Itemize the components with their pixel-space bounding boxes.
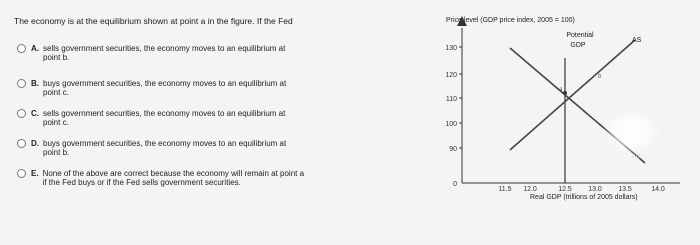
x-tick-label: 13.5 [618,186,632,193]
option-letter: D. [31,139,39,148]
option-text: None of the above are correct because the economy will remain at point a if the Fed buys or if the Fed sells government securities. [42,169,305,187]
option-letter: C. [31,109,39,118]
y-tick-label: 100 [445,121,457,128]
potential-gdp-label: Potential [566,32,594,39]
point-a-label: a [559,87,563,93]
x-tick-label: 11.5 [498,186,512,193]
y-tick-label: 90 [449,146,457,153]
y-axis-title: Price level (GDP price index, 2005 = 100) [446,17,575,24]
x-tick-label: 12.5 [558,186,572,193]
y-tick-label: 130 [445,45,457,52]
option-text: sells government securities, the economy moves to an equilibrium at point b. [43,44,286,62]
point-b-label: b [598,74,602,80]
y-tick-label: 110 [445,96,457,103]
x-tick-label: 14.0 [651,186,665,193]
option-text: buys government securities, the economy moves to an equilibrium at point c. [43,79,287,97]
as-label: AS [632,37,642,44]
option-text: sells government securities, the economy moves to an equilibrium at point c. [43,109,286,127]
option-letter: E. [31,169,39,178]
screen-glare [602,108,662,156]
y-tick-label: 120 [445,72,457,79]
option-letter: A. [31,44,39,53]
x-tick-label: 13.0 [588,186,602,193]
question-text: The economy is at the equilibrium shown at point a in the figure. If the Fed [14,16,293,26]
point-a-marker [563,91,567,95]
ad-label: AD [632,154,641,160]
potential-gdp-label: GDP [570,42,586,49]
x-tick-label: 12.0 [523,186,537,193]
option-letter: B. [31,79,39,88]
origin-label: 0 [453,181,457,188]
option-text: buys government securities, the economy moves to an equilibrium at point b. [43,139,287,157]
x-axis-title: Real GDP (trillions of 2005 dollars) [530,194,638,201]
